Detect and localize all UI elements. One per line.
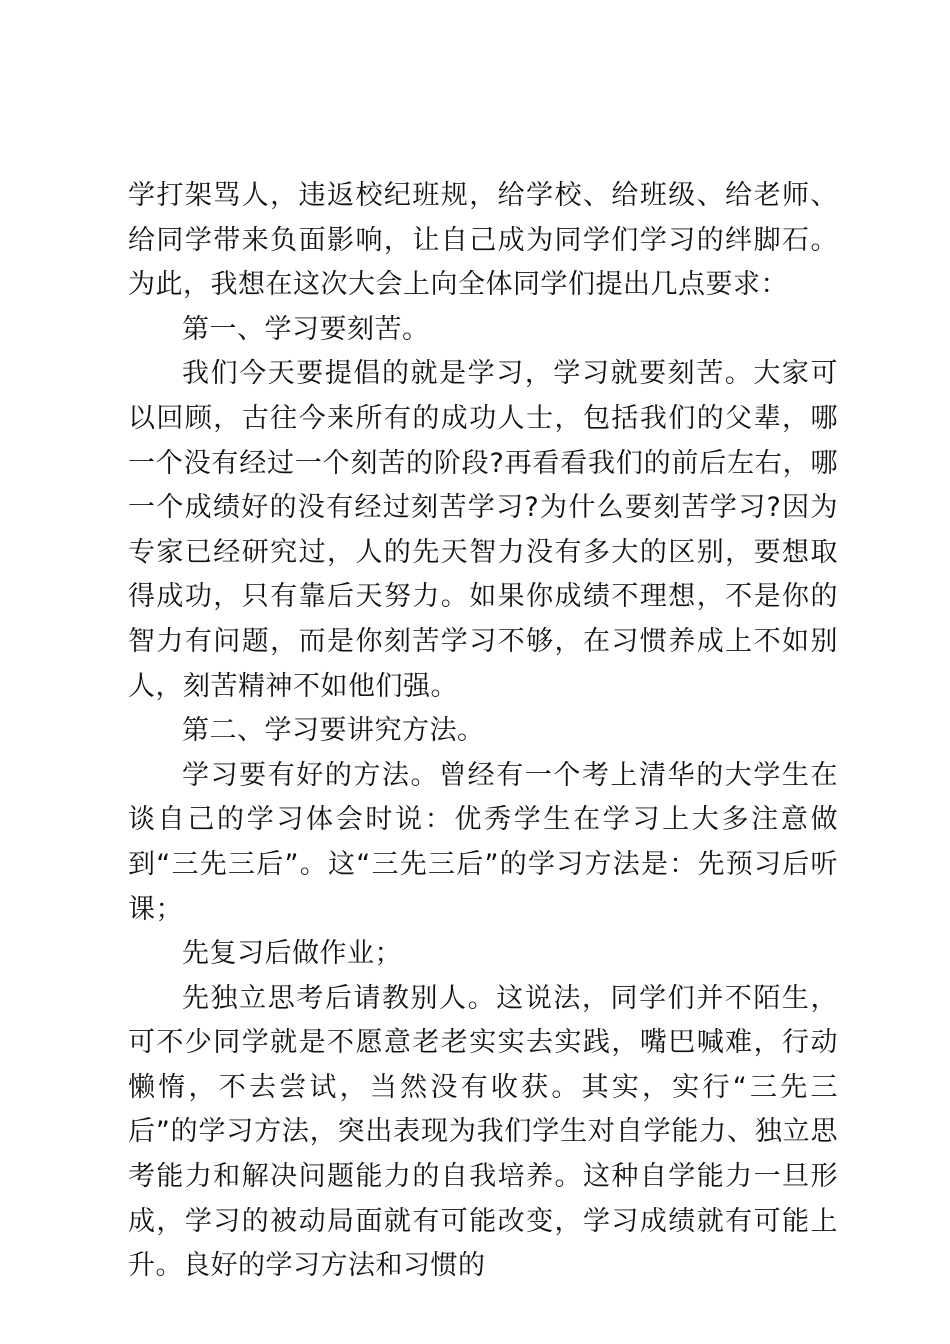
paragraph-3: 我们今天要提倡的就是学习，学习就要刻苦。大家可以回顾，古往今来所有的成功人士，包括我们的父辈，哪一个没有经过一个刻苦的阶段?再看看我们的前后左右，哪一个成绩好的没有经过刻苦学习?为什么要刻苦学习?因为专家已经研究过，人的先天智力没有多大的区别，要想取得成功，只有靠后天努力。如果你成绩不理想，不是你的智力有问题，而是你刻苦学习不够，在习惯养成上不如别人，刻苦精神不如他们强。 bbox=[128, 358, 838, 702]
paragraph-4-heading: 第二、学习要讲究方法。 bbox=[182, 715, 485, 747]
paragraph-6: 先复习后做作业； bbox=[182, 938, 402, 970]
paragraph-5: 学习要有好的方法。曾经有一个考上清华的大学生在谈自己的学习体会时说：优秀学生在学习上大多注意做到“三先三后”。这“三先三后”的学习方法是：先预习后听课； bbox=[128, 759, 838, 925]
paragraph-1: 学打架骂人，违返校纪班规，给学校、给班级、给老师、给同学带来负面影响，让自己成为同学们学习的绊脚石。为此，我想在这次大会上向全体同学们提出几点要求： bbox=[128, 180, 838, 301]
paragraph-7: 先独立思考后请教别人。这说法，同学们并不陌生，可不少同学就是不愿意老老实实去实践，嘴巴喊难，行动懒惰，不去尝试，当然没有收获。其实，实行“三先三后”的学习方法，突出表现为我们学生对自学能力、独立思考能力和解决问题能力的自我培养。这种自学能力一旦形成，学习的被动局面就有可能改变，学习成绩就有可能上升。良好的学习方法和习惯的 bbox=[128, 982, 838, 1282]
body-text bbox=[128, 174, 838, 1289]
paragraph-2-heading: 第一、学习要刻苦。 bbox=[182, 313, 430, 345]
